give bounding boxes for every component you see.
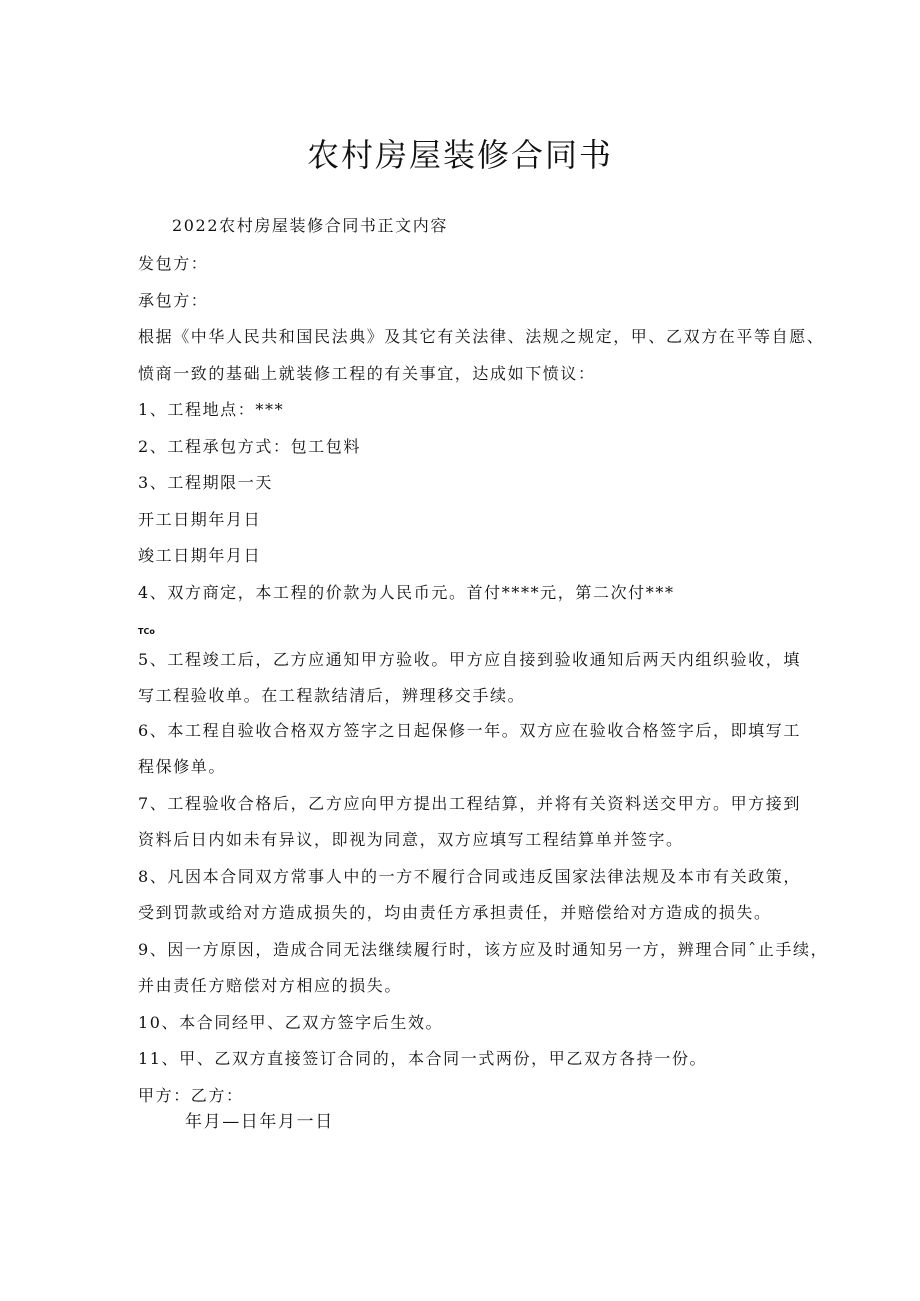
clause-10: 10、本合同经甲、乙双方签字后生效。 (138, 1013, 444, 1032)
clause-5-line-1: 5、工程竣工后，乙方应通知甲方验收。甲方应自接到验收通知后两天内组织验收，填 (138, 650, 801, 669)
subtitle: 2022农村房屋装修合同书正文内容 (172, 216, 448, 235)
clause-9-line-1: 9、因一方原因，造成合同无法继续履行时，该方应及时通知另一方，辨理合同ˆ止手续， (138, 940, 829, 959)
clause-8-line-2: 受到罚款或给对方造成损失的，均由责任方承担责任，并赔偿给对方造成的损失。 (138, 903, 772, 922)
start-date: 开工日期年月日 (138, 510, 262, 529)
party-b-contractor: 承包方： (138, 291, 209, 310)
clause-11: 11、甲、乙双方直接签订合同的，本合同一式两份，甲乙双方各持一份。 (138, 1049, 708, 1068)
clause-7-line-1: 7、工程验收合格后，乙方应向甲方提出工程结算，并将有关资料送交甲方。甲方接到 (138, 794, 801, 813)
clause-3: 3、工程期限一天 (138, 473, 273, 492)
party-a-issuer: 发包方： (138, 254, 209, 273)
clause-7-line-2: 资料后日内如未有异议，即视为同意，双方应填写工程结算单并签字。 (138, 830, 684, 849)
preamble-line-2: 愤商一致的基础上就装修工程的有关事宜，达成如下愤议： (138, 364, 596, 383)
signature-dates: 年月—日年月一日 (185, 1112, 334, 1132)
ocr-artifact-text: TCo (138, 627, 155, 636)
clause-6-line-2: 程保修单。 (138, 757, 227, 776)
completion-date: 竣工日期年月日 (138, 546, 262, 565)
clause-8-line-1: 8、凡因本合同双方常事人中的一方不履行合同或违反国家法律法规及本市有关政策， (138, 867, 801, 886)
clause-9-line-2: 并由责任方赔偿对方相应的损失。 (138, 976, 403, 995)
clause-5-line-2: 写工程验收单。在工程款结清后，辨理移交手续。 (138, 686, 526, 705)
signature-parties: 甲方：乙方： (138, 1086, 244, 1105)
document-title: 农村房屋装修合同书 (306, 136, 613, 174)
preamble-line-1: 根据《中华人民共和国民法典》及其它有关法律、法规之规定，甲、乙双方在平等自愿、 (138, 327, 825, 346)
clause-1: 1、工程地点：*** (138, 400, 285, 419)
clause-4: 4、双方商定，本工程的价款为人民币元。首付****元，第二次付*** (138, 583, 675, 602)
clause-2: 2、工程承包方式：包工包料 (138, 437, 361, 456)
clause-6-line-1: 6、本工程自验收合格双方签字之日起保修一年。双方应在验收合格签字后，即填写工 (138, 721, 801, 740)
